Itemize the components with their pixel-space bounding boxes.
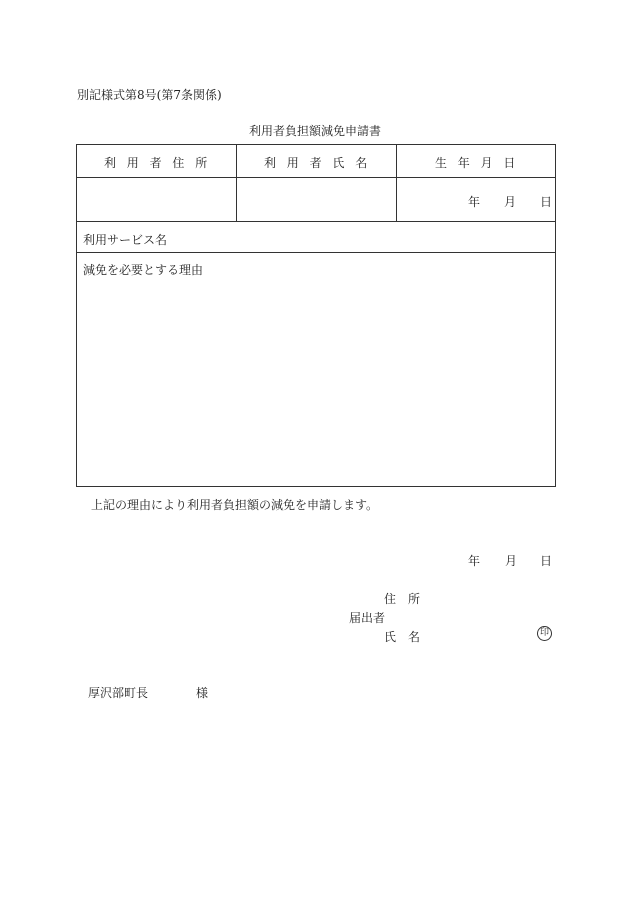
- user-name-field[interactable]: [238, 178, 395, 220]
- header-birthdate: 生年月日: [435, 156, 527, 170]
- birth-day-label: 日: [540, 195, 553, 209]
- birth-year-label: 年: [468, 195, 481, 209]
- table-rule: [396, 145, 397, 221]
- table-rule: [236, 145, 237, 221]
- applicant-address-label: 住 所: [384, 592, 421, 606]
- application-date-month: 月: [505, 554, 518, 568]
- user-address-field[interactable]: [78, 178, 235, 220]
- applicant-label: 届出者: [349, 611, 386, 625]
- form-number: 別記様式第8号(第7条関係): [77, 88, 222, 102]
- application-statement: 上記の理由により利用者負担額の減免を申請します。: [91, 498, 379, 512]
- birth-month-label: 月: [504, 195, 517, 209]
- application-date-day: 日: [540, 554, 553, 568]
- addressee-name: 厚沢部町長: [88, 686, 149, 700]
- header-user-name: 利用者氏名: [264, 156, 379, 170]
- document-title: 利用者負担額減免申請書: [248, 124, 381, 138]
- application-date-year: 年: [468, 554, 481, 568]
- table-rule: [77, 221, 555, 222]
- application-table: [76, 144, 556, 487]
- seal-icon: 印: [537, 626, 552, 641]
- service-name-label: 利用サービス名: [83, 233, 168, 247]
- reason-field[interactable]: [78, 277, 554, 485]
- addressee-honorific: 様: [196, 686, 209, 700]
- table-rule: [77, 252, 555, 253]
- reason-label: 減免を必要とする理由: [83, 263, 204, 277]
- applicant-name-label: 氏 名: [384, 630, 421, 644]
- header-user-address: 利用者住所: [104, 156, 219, 170]
